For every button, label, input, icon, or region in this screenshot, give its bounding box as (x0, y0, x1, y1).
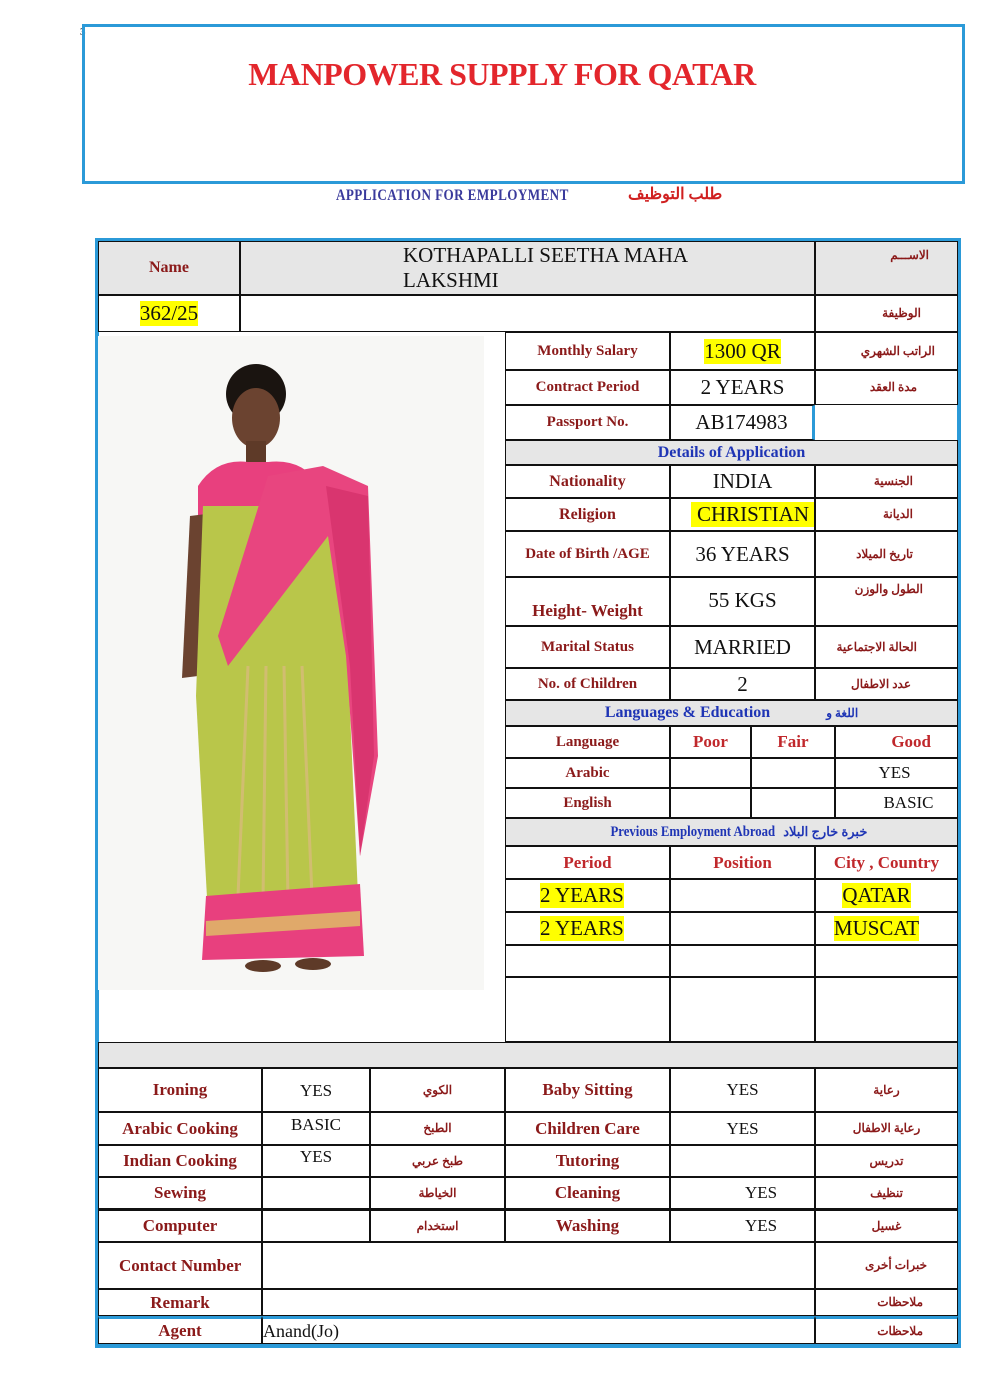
employment-section-arabic: خبرة خارج البلاد (783, 824, 868, 839)
remark-label-cell (98, 1289, 262, 1316)
agent-arabic-cell (815, 1316, 958, 1344)
skill-label: Cleaning (554, 1183, 621, 1202)
application-arabic-label: طلب التوظيف (628, 186, 723, 203)
empty-row-cell (505, 977, 670, 1042)
skill-arabic-cell (370, 1068, 505, 1112)
language-good-cell (835, 788, 958, 818)
remark-value-cell (262, 1289, 815, 1316)
language-poor-cell (670, 788, 751, 818)
dob-label-cell (505, 531, 670, 577)
language-fair-cell (751, 758, 835, 788)
agent-value: Anand(Jo) (263, 1320, 339, 1341)
employment-position-cell (670, 879, 815, 912)
children-arabic-label: عدد الاطفال (851, 676, 911, 691)
employment-period: 2 YEARS (540, 883, 624, 907)
skill-label-cell (98, 1209, 262, 1242)
skill-label-cell (505, 1177, 670, 1209)
marital-status-arabic-label: الحالة الاجتماعية (836, 639, 917, 654)
children-label: No. of Children (537, 675, 638, 692)
employment-location-cell (815, 879, 958, 912)
skill-arabic-label: تدريس (869, 1153, 904, 1168)
skill-arabic-cell (370, 1145, 505, 1177)
fair-column-header: Fair (777, 732, 809, 751)
skill-label: Tutoring (555, 1151, 620, 1170)
skill-label-cell (505, 1209, 670, 1242)
skill-value-cell (262, 1209, 370, 1242)
skill-value: YES (299, 1147, 333, 1166)
ref-blank-cell (240, 295, 815, 332)
table-row (505, 879, 670, 912)
agent-value-cell (262, 1316, 815, 1344)
language-good-cell (835, 758, 958, 788)
agent-arabic-label: ملاحظات (877, 1323, 923, 1338)
name-arabic-label: الاســـم (890, 248, 929, 262)
skill-label-cell (98, 1177, 262, 1209)
religion-arabic-label: الديانة (882, 507, 913, 521)
hw-label-cell (505, 577, 670, 626)
marital-value-cell (670, 626, 815, 668)
remark-arabic-cell (815, 1289, 958, 1316)
religion-value: CHRISTIAN (691, 502, 815, 527)
skill-arabic-label: رعاية (873, 1082, 900, 1097)
skill-arabic-cell (815, 1177, 958, 1209)
skill-label-cell (98, 1145, 262, 1177)
hw-arabic-cell (815, 577, 958, 626)
ref-arabic-cell (815, 295, 958, 332)
height-weight-label: Height- Weight (532, 601, 643, 620)
applicant-photo (98, 336, 484, 990)
skill-value: YES (745, 1216, 778, 1235)
religion-label: Religion (559, 505, 616, 523)
emp-header-position (670, 846, 815, 879)
empty-row-cell (505, 945, 670, 977)
position-column-header: Position (713, 852, 772, 872)
contact-label-cell (98, 1242, 262, 1289)
skill-label-cell (505, 1112, 670, 1145)
employment-location: MUSCAT (833, 916, 920, 940)
remark-label: Remark (150, 1292, 210, 1312)
skill-value: YES (745, 1183, 778, 1202)
empty-row-cell (670, 977, 815, 1042)
dob-arabic-label: تاريخ الميلاد (856, 546, 913, 561)
skill-label: Children Care (535, 1118, 640, 1138)
dob-label: Date of Birth /AGE (525, 545, 650, 562)
contact-value-cell (262, 1242, 815, 1289)
skill-value-cell (670, 1112, 815, 1145)
salary-arabic-cell (815, 332, 958, 370)
skill-value: YES (299, 1081, 333, 1100)
employment-position-cell (670, 912, 815, 945)
skill-arabic-label: تنظيف (870, 1185, 903, 1200)
skill-value: YES (726, 1118, 759, 1138)
nationality-arabic-cell (815, 465, 958, 498)
skill-value-cell (262, 1177, 370, 1209)
language-fair-cell (751, 788, 835, 818)
period-arabic-cell (815, 370, 958, 405)
skill-label: Computer (142, 1216, 218, 1235)
children-arabic-cell (815, 668, 958, 700)
name-arabic-cell (815, 241, 958, 295)
employment-period: 2 YEARS (540, 916, 624, 940)
dob-value-cell (670, 531, 815, 577)
language-name: English (563, 794, 612, 811)
header-box (82, 24, 965, 184)
reference-number: 362/25 (139, 301, 199, 325)
section-divider (98, 1042, 958, 1068)
skill-arabic-label: الكوي (422, 1082, 453, 1097)
lang-header-fair (751, 726, 835, 758)
nationality-label: Nationality (549, 472, 626, 490)
skill-arabic-cell (815, 1068, 958, 1112)
languages-section-header (505, 700, 958, 726)
hw-value-cell (670, 577, 815, 626)
passport-value-cell (670, 405, 815, 440)
skill-label-cell (505, 1068, 670, 1112)
employment-section-title: Previous Employment Abroad (610, 823, 775, 840)
nationality-label-cell (505, 465, 670, 498)
religion-arabic-cell (815, 498, 958, 531)
children-value-cell (670, 668, 815, 700)
skill-arabic-label: الخياطة (418, 1185, 457, 1200)
lang-header-good (835, 726, 958, 758)
name-label-cell (98, 241, 240, 295)
details-section-title: Details of Application (657, 443, 806, 461)
skill-value-cell (262, 1112, 370, 1145)
skill-label: Sewing (154, 1183, 206, 1202)
table-row (505, 788, 670, 818)
salary-value: 1300 QR (704, 338, 781, 363)
skill-label-cell (505, 1145, 670, 1177)
skill-arabic-label: رعاية الاطفال (852, 1121, 921, 1135)
ref-cell (98, 295, 240, 332)
skill-arabic-cell (370, 1112, 505, 1145)
salary-label: Monthly Salary (537, 342, 638, 359)
emp-header-location (815, 846, 958, 879)
skill-arabic-cell (370, 1177, 505, 1209)
skill-value-cell (670, 1068, 815, 1112)
marital-label-cell (505, 626, 670, 668)
skill-arabic-label: الطبخ (423, 1121, 452, 1135)
application-label: APPLICATION FOR EMPLOYMENT (336, 187, 569, 204)
skill-arabic-label: غسيل (871, 1218, 902, 1233)
religion-value-cell (670, 498, 815, 531)
dob-arabic-cell (815, 531, 958, 577)
language-name: Arabic (565, 764, 610, 781)
empty-row-cell (815, 977, 958, 1042)
salary-value-cell (670, 332, 815, 370)
contract-period-value: 2 YEARS (700, 375, 785, 399)
skill-label: Washing (555, 1216, 620, 1235)
name-label: Name (149, 259, 189, 276)
passport-label-cell (505, 405, 670, 440)
salary-label-cell (505, 332, 670, 370)
skill-value-cell (670, 1177, 815, 1209)
agent-label-cell (98, 1316, 262, 1344)
empty-row-cell (815, 945, 958, 977)
language-good-value: YES (878, 763, 911, 782)
skill-label: Arabic Cooking (122, 1118, 238, 1138)
good-column-header: Good (891, 732, 931, 751)
ref-arabic-label: الوظيفة (882, 306, 921, 320)
children-label-cell (505, 668, 670, 700)
skill-label-cell (98, 1068, 262, 1112)
page-number: 3 (80, 26, 86, 38)
height-weight-arabic-label: الطول والوزن (854, 582, 923, 596)
skill-label: Indian Cooking (123, 1151, 237, 1170)
nationality-value-cell (670, 465, 815, 498)
language-poor-cell (670, 758, 751, 788)
period-value-cell (670, 370, 815, 405)
remark-arabic-label: ملاحظات (877, 1295, 923, 1309)
location-column-header: City , Country (833, 852, 940, 872)
marital-arabic-cell (815, 626, 958, 668)
poor-column-header: Poor (693, 732, 728, 751)
children-value: 2 (737, 671, 748, 696)
skill-value-cell (262, 1145, 370, 1177)
languages-section-arabic: اللغة و (826, 705, 859, 720)
dob-value: 36 YEARS (695, 541, 790, 566)
name-value-cell (240, 241, 815, 295)
contract-period-arabic-label: مدة العقد (869, 380, 917, 394)
empty-row-cell (670, 945, 815, 977)
employment-location-cell (815, 912, 958, 945)
nationality-arabic-label: الجنسية (873, 474, 913, 488)
marital-status-value: MARRIED (694, 634, 791, 659)
skill-arabic-cell (815, 1112, 958, 1145)
person-figure-icon (98, 336, 484, 990)
height-weight-value: 55 KGS (708, 588, 777, 612)
contact-arabic-cell (815, 1242, 958, 1289)
employment-section-header (505, 818, 958, 846)
skill-value-cell (670, 1209, 815, 1242)
contract-period-label: Contract Period (535, 379, 640, 395)
language-good-value: BASIC (883, 793, 934, 812)
skill-label: Baby Sitting (542, 1080, 633, 1099)
marital-status-label: Marital Status (541, 638, 634, 655)
languages-section-title: Languages & Education (604, 704, 771, 721)
table-row (505, 912, 670, 945)
passport-label: Passport No. (546, 414, 629, 430)
skill-arabic-cell (370, 1209, 505, 1242)
page-title: MANPOWER SUPPLY FOR QATAR (248, 56, 756, 92)
skill-value-cell (262, 1068, 370, 1112)
period-label-cell (505, 370, 670, 405)
religion-label-cell (505, 498, 670, 531)
language-column-header: Language (555, 733, 620, 750)
applicant-name-line1: KOTHAPALLI SEETHA MAHA (403, 243, 689, 267)
agent-label: Agent (158, 1321, 202, 1340)
skill-arabic-cell (815, 1209, 958, 1242)
skill-arabic-cell (815, 1145, 958, 1177)
contact-number-label: Contact Number (119, 1255, 242, 1275)
passport-value: AB174983 (695, 410, 788, 434)
skill-value: BASIC (290, 1115, 342, 1134)
details-section-header (505, 440, 958, 465)
skill-label-cell (98, 1112, 262, 1145)
applicant-name-line2: LAKSHMI (403, 268, 499, 292)
skill-arabic-label: طبخ عربي (411, 1153, 464, 1168)
period-column-header: Period (563, 852, 612, 872)
skill-label: Ironing (152, 1080, 208, 1099)
nationality-value: INDIA (712, 469, 773, 493)
emp-header-period (505, 846, 670, 879)
skill-value-cell (670, 1145, 815, 1177)
contact-arabic-label: خبرات أخرى (864, 1258, 927, 1272)
table-row (505, 758, 670, 788)
salary-arabic-label: الراتب الشهري (860, 343, 935, 358)
skill-arabic-label: استخدام (416, 1218, 459, 1233)
skill-value: YES (726, 1080, 759, 1099)
lang-header-language (505, 726, 670, 758)
employment-location: QATAR (842, 883, 911, 907)
lang-header-poor (670, 726, 751, 758)
